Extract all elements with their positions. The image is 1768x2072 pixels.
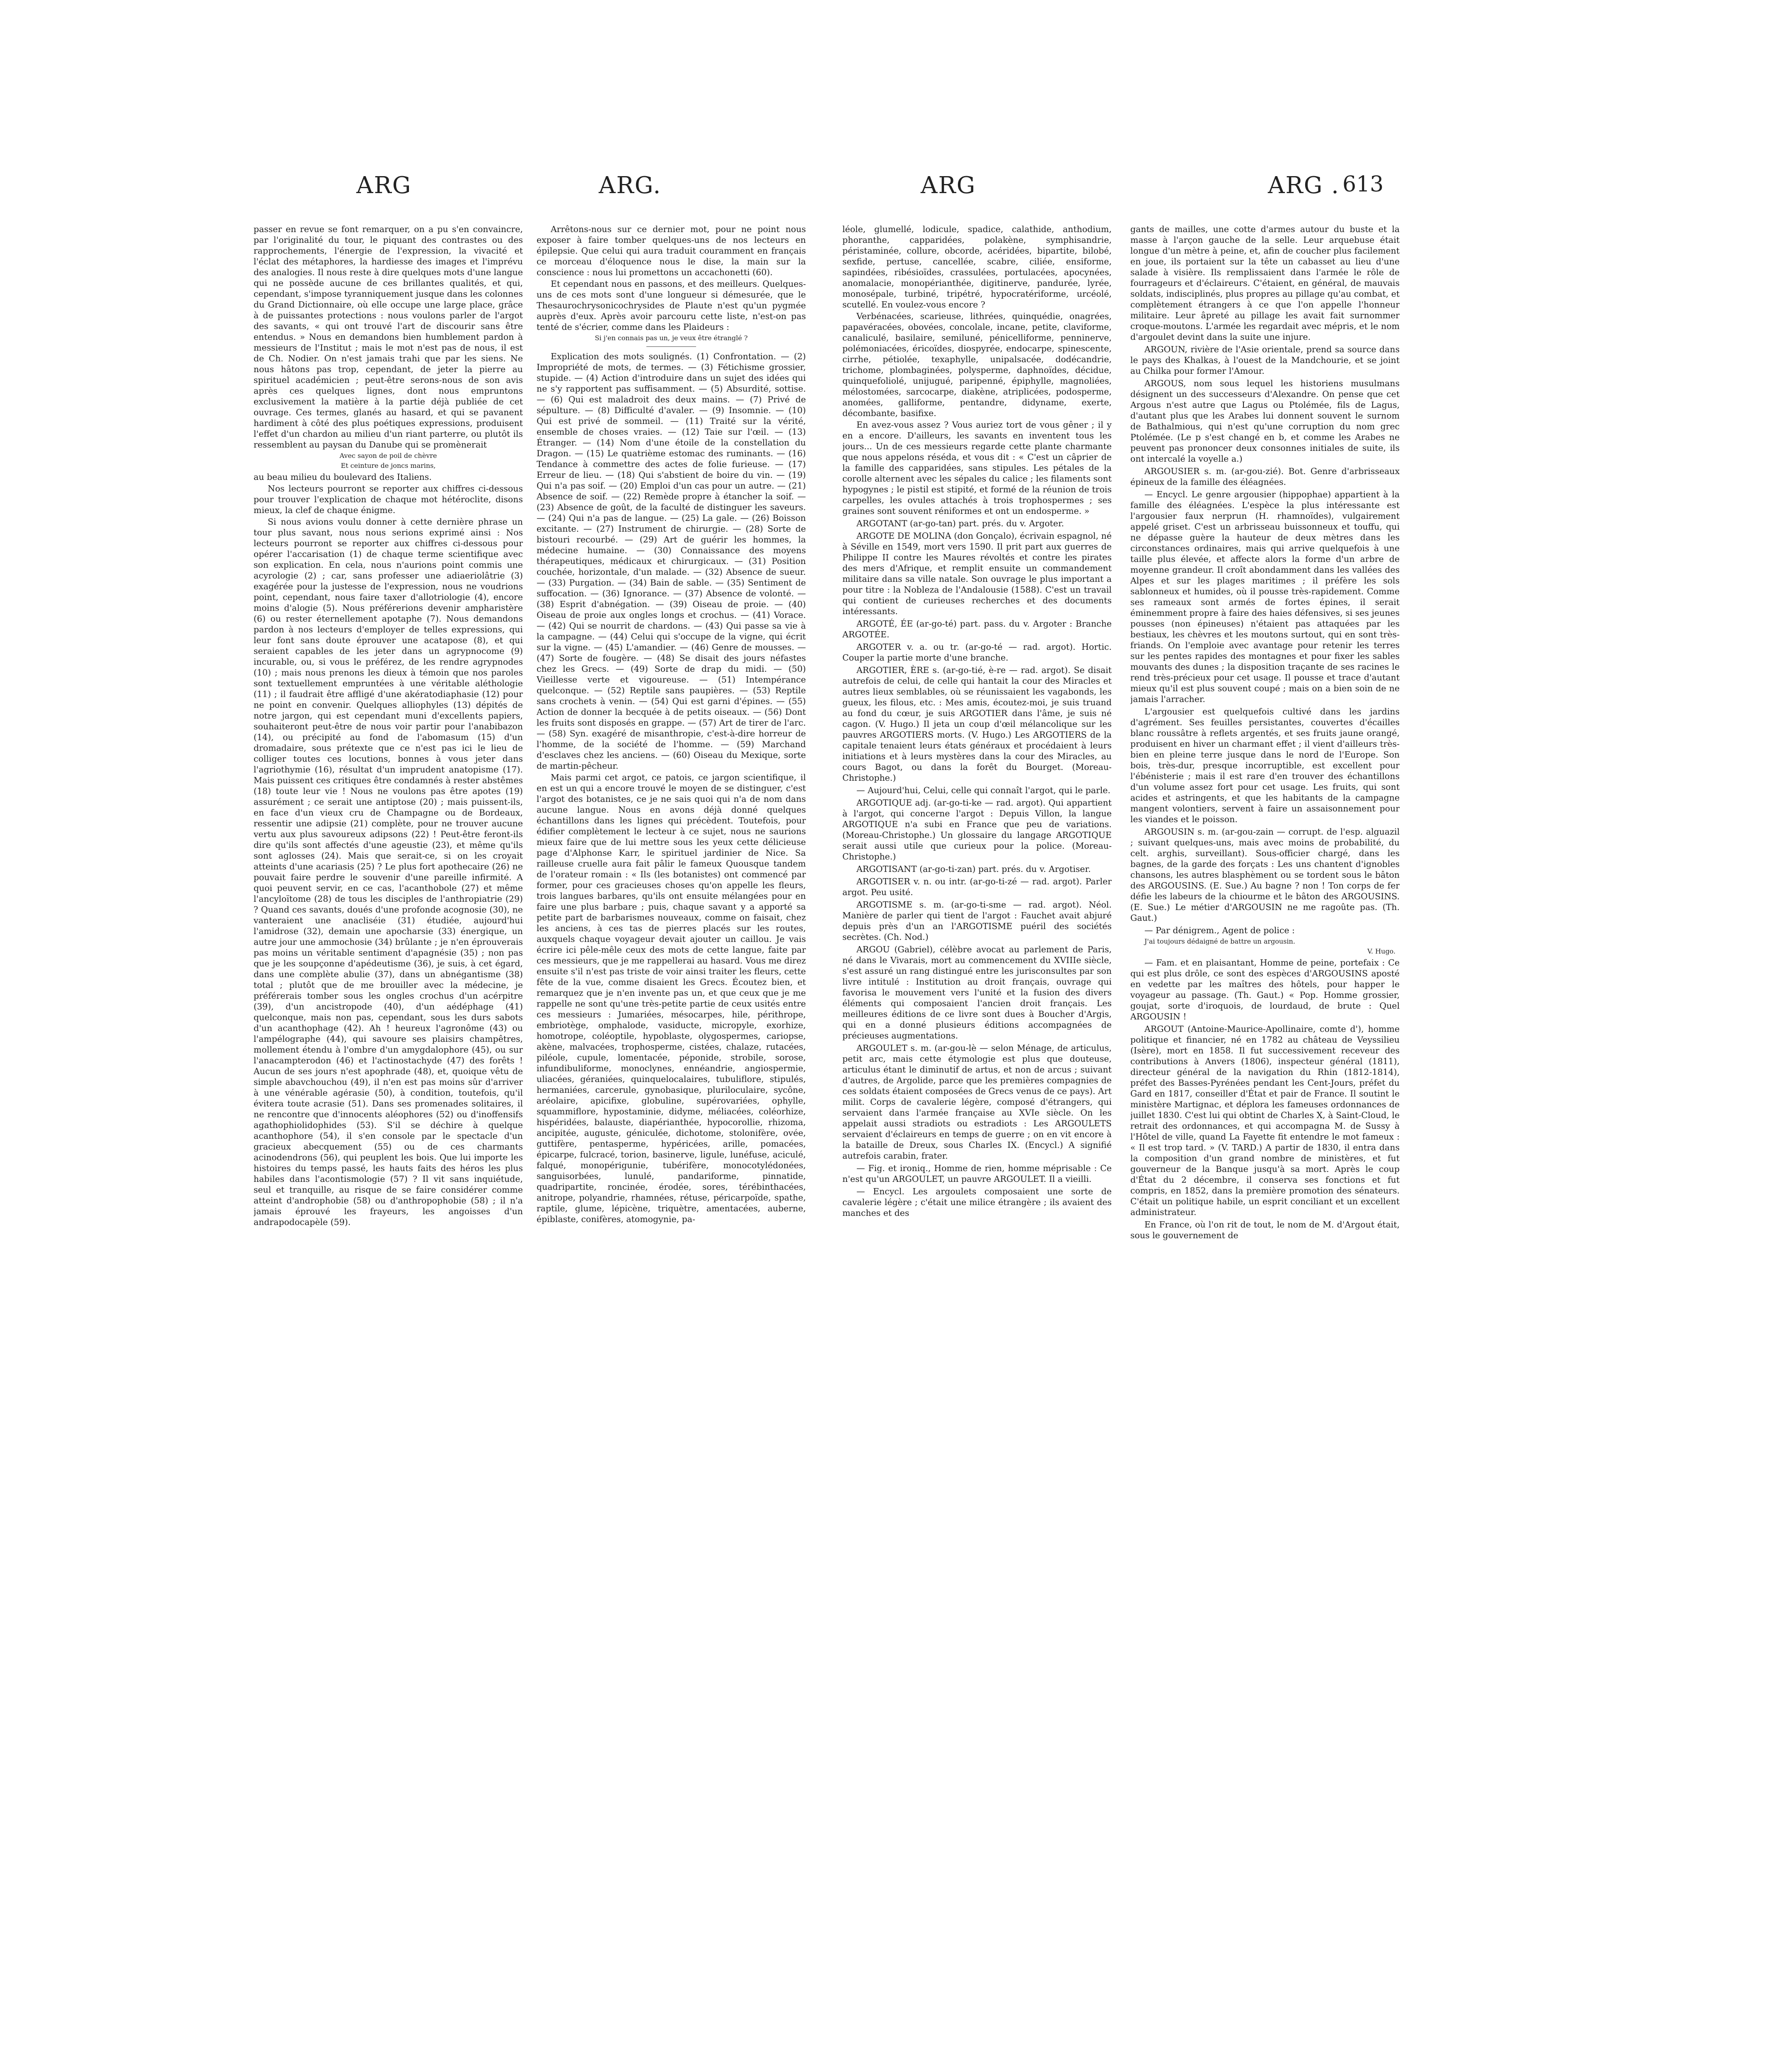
dictionary-entry: ARGOULET s. m. (ar-gou-lè — selon Ménage, de articulus, petit arc, mais cette étymologie est plus que douteuse, articulus étant le diminutif de artus, et non de arcus ; suivant d'autres, de Argolide, parce que les premières compagnies de ces soldats étaient composées de Grecs venus de ce pays). Art milit. Corps de cavalerie légère, composé d'étrangers, qui servaient dans l'armée française au XVIe siècle. On les appelait aussi stradiots ou estradiots : Les ARGOULETS servaient d'éclaireurs en temps de guerre ; on en vit encore à la bataille de Dreux, sous Charles IX. (Encycl.) A signifié autrefois carabin, frater.: [842, 1043, 1112, 1161]
paragraph: Et cependant nous en passons, et des meilleurs. Quelques-uns de ces mots sont d'une longueur si démesurée, que le Thesaurochrysonicochrysides de Plaute n'est qu'un pygmée auprès d'eux. Après avoir parcouru cette liste, n'est-on pas tenté de s'écrier, comme dans les Plaideurs :: [537, 279, 806, 332]
running-head-col4: ARG .: [1268, 172, 1340, 199]
dictionary-entry: ARGOTÉ, ÉE (ar-go-té) part. pass. du v. Argoter : Branche ARGOTÉE.: [842, 619, 1112, 639]
dictionary-entry: ARGOTIQUE adj. (ar-go-ti-ke — rad. argot). Qui appartient à l'argot, qui concerne l'argot : Depuis Villon, la langue ARGOTIQUE n'a subi en France que peu de variations. (Moreau-Christophe.) Un glossaire du langage ARGOTIQUE serait aussi utile que curieux pour la police. (Moreau-Christophe.): [842, 798, 1112, 862]
dictionary-entry: ARGOTISANT (ar-go-ti-zan) part. prés. du v. Argotiser.: [856, 864, 1091, 874]
running-head-col2: ARG.: [599, 172, 662, 199]
running-header: [0, 172, 1768, 205]
dictionary-entry: En France, où l'on rit de tout, le nom de M. d'Argout était, sous le gouvernement de: [1130, 1220, 1400, 1240]
paragraph: léole, glumellé, lodicule, spadice, calathide, anthodium, phoranthe, capparidées, polakène, symphisandrie, péristaminée, collure, obcorde, acéridées, bipartite, bilobé, sexfide, pertuse, cancellée, scabre, ciliée, ensiforme, sapindées, ribésioïdes, crassulées, portulacées, apocynées, anomalacie, monopérianthée, digitinerve, pandurée, lyrée, monosépale, turbiné, tripétré, hypocratériforme, urcéolé, scutellé. En voulez-vous encore ?: [842, 224, 1112, 310]
quotation-source: V. Hugo.: [1367, 947, 1396, 955]
dictionary-entry: — Fam. et en plaisantant, Homme de peine, portefaix : Ce qui est plus drôle, ce sont des espèces d'ARGOUSINS aposté en vedette par les maîtres des hôtels, pour happer le voyageur au passage. (Th. Gaut.) « Pop. Homme grossier, goujat, sorte d'iroquois, de lourdaud, de brute : Quel ARGOUSIN !: [1130, 958, 1400, 1021]
dictionary-entry: ARGOTANT (ar-go-tan) part. prés. du v. Argoter.: [856, 518, 1064, 528]
verse-line: Et ceinture de joncs marins,: [341, 462, 436, 470]
column-4: [1130, 224, 1400, 2072]
running-head-col1: ARG: [356, 172, 412, 199]
paragraph: En avez-vous assez ? Vous auriez tort de vous gêner ; il y en a encore. D'ailleurs, les savants en inventent tous les jours... Un de ces messieurs regarde cette plante charmante que nous appelons réséda, et vous dit : « C'est un câprier de la famille des capparidées, sans stipules. Les pétales de la corolle alternent avec les sépales du calice ; les filaments sont hypogynes ; le pistil est stipité, et formé de la réunion de trois carpelles, les ovules attachés à trois trophospermes ; ses graines sont souvent réniformes et ont un endosperme. »: [842, 420, 1112, 516]
paragraph: Mais parmi cet argot, ce patois, ce jargon scientifique, il en est un qui a encore trouvé le moyen de se distinguer, c'est l'argot des botanistes, ce je ne sais quoi qui n'a de nom dans aucune langue. Nous en avons déjà donné quelques échantillons dans les lignes qui précèdent. Toutefois, pour édifier complètement le lecteur à ce sujet, nous ne saurions mieux faire que de lui mettre sous les yeux cette délicieuse page d'Alphonse Karr, le spirituel jardinier de Nice. Sa railleuse cruelle aura fait pâlir le fameux Quousque tandem de l'orateur romain : « Ils (les botanistes) ont commencé par former, pour ces gracieuses choses qu'on appelle les fleurs, trois langues barbares, qu'ils ont ensuite mélangées pour en faire une plus barbare ; puis, chaque savant y a apporté sa petite part de barbarismes nouveaux, comme on faisait, chez les anciens, à ces tas de pierres placés sur les routes, auxquels chaque voyageur devait ajouter un caillou. Je vais écrire ici pêle-mêle ceux des mots de cette langue, faite par ces messieurs, que je me rappellerai au hasard. Vous me direz ensuite s'il n'est pas triste de voir ainsi traiter les fleurs, cette fête de la vue, comme disaient les Grecs. Écoutez bien, et remarquez que je n'en invente pas un, et que ceux que je me rappelle ne sont qu'une très-petite partie de ceux usités entre ces messieurs : Jumariées, mésocarpes, hile, périthrope, embriotège, omphalode, vasiducte, micropyle, exorhize, homotrope, coléoptile, hypoblaste, olygospermes, cariopse, akène, malvacées, trophosperme, cistées, chalaze, rutacées, piléole, cupule, lomentacée, péponide, strobile, sorose, infundibuliforme, monoclynes, ennéandrie, angiospermie, uliacées, géraniées, quinquelocalaires, tubuliflore, stipulés, hermaniées, carcerule, gynobasique, pluriloculaire, sycône, aréolaire, apicifixe, globuline, supérovariées, ophylle, squammiflore, hypostaminie, didyme, méliacées, coléorhize, hispéridées, balauste, diapérianthée, hypocorollie, rhizoma, ancipitée, auguste, géniculée, dichotome, stolonifère, ovée, guttifère, pentasperme, hypéricées, arille, pomacées, épicarpe, fulcracé, torion, basinerve, ligule, lunéfuse, aciculé, falqué, monopérigunie, tubérifère, monocotylédonées, sanguisorbées, lunulé, pandariforme, pinnatide, quadripartite, roncinée, érodée, sores, térébinthacées, anitrope, polyandrie, rhamnées, rétuse, péricarpoïde, spathe, raptile, glume, lépicène, triquètre, amentacées, auberne, épiblaste, conifères, atomogynie, pa-: [537, 772, 806, 1224]
dictionary-entry: ARGOUSIN s. m. (ar-gou-zain — corrupt. de l'esp. alguazil ; suivant quelques-uns, mais avec moins de probabilité, du celt. arghis, surveillant). Sous-officier chargé, dans les bagnes, de la garde des forçats : Les uns chantent d'ignobles chansons, les autres blasphèment ou se tordent sous le bâton des ARGOUSINS. (E. Sue.) Au bagne ? non ! Ton corps de fer défie les labeurs de la chiourme et le bâton des ARGOUSINS. (E. Sue.) Le métier d'ARGOUSIN ne me ragoûte pas. (Th. Gaut.): [1130, 827, 1400, 923]
dictionary-entry: ARGOTIER, ÈRE s. (ar-go-tié, è-re — rad. argot). Se disait autrefois de celui, de celle qui hantait la cour des Miracles et autres lieux semblables, où se réunissaient les vagabonds, les gueux, les filous, etc. : Mes amis, écoutez-moi, je suis truand au fond du cœur, je suis ARGOTIER dans l'âme, je suis né cagon. (V. Hugo.) Il jeta un coup d'œil mélancolique sur les pauvres ARGOTIERS morts. (V. Hugo.) Les ARGOTIERS de la capitale tenaient leurs états généraux et procédaient à leurs initiations et à leurs mystères dans la cour des Miracles, au cours Bagot, ou dans la forêt du Bourget. (Moreau-Christophe.): [842, 665, 1112, 783]
dictionary-entry: L'argousier est quelquefois cultivé dans les jardins d'agrément. Ses feuilles persistantes, couvertes d'écailles blanc roussâtre à reflets argentés, et ses fruits jaune orangé, produisent en hiver un charmant effet ; il vient d'ailleurs très-bien en pleine terre jusque dans le nord de l'Europe. Son bois, très-dur, presque incorruptible, est excellent pour l'ébénisterie ; mais il est rare d'en trouver des échantillons d'un volume assez fort pour cet usage. Les fruits, qui sont acides et astringents, et que les habitants de la campagne mangent volontiers, servent à faire un assaisonnement pour les viandes et le poisson.: [1130, 707, 1400, 824]
verse-line: Avec sayon de poil de chèvre: [339, 452, 437, 460]
paragraph: passer en revue se font remarquer, on a pu s'en convaincre, par l'originalité du tour, le piquant des contrastes ou des rapprochements, l'énergie de l'expression, la vivacité et l'éclat des métaphores, la hardiesse des images et l'imprévu des analogies. Il nous reste à dire quelques mots d'une langue qui ne possède aucune de ces brillantes qualités, et qui, cependant, s'impose tyranniquement jusque dans les colonnes du Grand Dictionnaire, où elle occupe une large place, grâce à de puissantes protections : nous voulons parler de l'argot des savants, « qui ont trouvé l'art de discourir sans être entendus. » Nous en demandons bien humblement pardon à messieurs de l'Institut ; mais le mot n'est pas de nous, il est de Ch. Nodier. On n'est jamais trahi que par les siens. Ne nous hâtons pas trop, cependant, de jeter la pierre au spirituel académicien ; peut-être serons-nous de son avis après ces quelques lignes, dont nous empruntons exclusivement la matière à la partie déjà publiée de cet ouvrage. Ces termes, glanés au hasard, et qui se pavanent hardiment à côté des plus poétiques expressions, produisent l'effet d'un chardon au milieu d'un riant parterre, ou plutôt ils ressemblent au paysan du Danube qui se promènerait: [254, 224, 523, 450]
paragraph: Nos lecteurs pourront se reporter aux chiffres ci-dessous pour trouver l'explication de chaque mot hétéroclite, disons mieux, la clef de chaque énigme.: [254, 484, 523, 515]
quotation: Si j'en connais pas un, je veux être étranglé ?: [595, 334, 748, 342]
page-number: 613: [1342, 172, 1384, 197]
dictionary-entry: — Encycl. Les argoulets composaient une sorte de cavalerie légère ; c'était une milice étrangère ; ils avaient des manches et des: [842, 1186, 1112, 1218]
glossary-explanations: Explication des mots soulignés. (1) Confrontation. — (2) Impropriété de mots, de termes. — (3) Fétichisme grossier, stupide. — (4) Action d'introduire dans un sujet des idées qui ne s'y rapportent pas suffisamment. — (5) Absurdité, sottise. — (6) Qui est maladroit des deux mains. — (7) Privé de sépulture. — (8) Difficulté d'avaler. — (9) Insomnie. — (10) Qui est privé de sommeil. — (11) Traité sur la vérité, ensemble de choses vraies. — (12) Taie sur l'œil. — (13) Étranger. — (14) Nom d'une étoile de la constellation du Dragon. — (15) Le quatrième estomac des ruminants. — (16) Tendance à commettre des actes de folie furieuse. — (17) Erreur de lieu. — (18) Qui s'abstient de boire du vin. — (19) Qui n'a pas soif. — (20) Emploi d'un cas pour un autre. — (21) Absence de soif. — (22) Remède propre à étancher la soif. — (23) Absence de goût, de la faculté de distinguer les saveurs. — (24) Qui n'a pas de langue. — (25) La gale. — (26) Boisson excitante. — (27) Instrument de chirurgie. — (28) Sorte de bistouri recourbé. — (29) Art de guérir les hommes, la médecine humaine. — (30) Connaissance des moyens thérapeutiques, médicaux et chirurgicaux. — (31) Position couchée, horizontale, d'un malade. — (32) Absence de sueur. — (33) Purgation. — (34) Bain de sable. — (35) Sentiment de suffocation. — (36) Ignorance. — (37) Absence de volonté. — (38) Esprit d'abnégation. — (39) Oiseau de proie. — (40) Oiseau de proie aux ongles longs et crochus. — (41) Vorace. — (42) Qui se nourrit de chardons. — (43) Qui passe sa vie à la campagne. — (44) Celui qui s'occupe de la vigne, qui écrit sur la vigne. — (45) L'amandier. — (46) Genre de mousses. — (47) Sorte de fougère. — (48) Se disait des jours néfastes chez les Grecs. — (49) Sorte de drap du midi. — (50) Vieillesse verte et vigoureuse. — (51) Intempérance quelconque. — (52) Reptile sans paupières. — (53) Reptile sans crochets à venin. — (54) Qui est garni d'épines. — (55) Action de donner la becquée à de petits oiseaux. — (56) Dont les fruits sont disposés en grappe. — (57) Art de tirer de l'arc. — (58) Syn. exagéré de misanthropie, c'est-à-dire horreur de l'homme, de la société de l'homme. — (59) Marchand d'esclaves chez les anciens. — (60) Oiseau du Mexique, sorte de martin-pêcheur.: [537, 351, 806, 771]
dictionary-entry: — Encycl. Le genre argousier (hippophae) appartient à la famille des éléagnées. L'espèce la plus intéressante est l'argousier faux nerprun (H. rhamnoïdes), vulgairement appelé griset. C'est un arbrisseau buissonneux et touffu, qui ne dépasse guère la hauteur de deux mètres dans les circonstances ordinaires, mais qui arrive quelquefois à une taille plus élevée, et affecte alors la forme d'un arbre de moyenne grandeur. Il croît abondamment dans les vallées des Alpes et sur les plages maritimes ; il préfère les sols sablonneux et humides, où il pousse très-rapidement. Comme ses rameaux sont armés de fortes épines, il serait éminemment propre à faire des haies défensives, si ses jeunes pousses (non épineuses) n'étaient pas attaquées par les bestiaux, les chèvres et les moutons surtout, qui en sont très-friands. On l'emploie avec avantage pour retenir les terres sur les pentes rapides des montagnes et pour fixer les sables mouvants des dunes ; la disposition traçante de ses racines le rend très-précieux pour cet usage. Il pousse et trace d'autant mieux qu'il est plus souvent coupé ; mais on a bien soin de ne jamais l'arracher.: [1130, 489, 1400, 704]
column-3: [842, 224, 1112, 2072]
divider: [646, 346, 696, 347]
dictionary-entry: — Aujourd'hui, Celui, celle qui connaît l'argot, qui le parle.: [856, 785, 1111, 795]
column-2: [537, 224, 806, 2072]
quotation: J'ai toujours dédaigné de battre un argousin.: [1144, 937, 1295, 945]
column-1: [254, 224, 523, 2072]
dictionary-entry: ARGOUN, rivière de l'Asie orientale, prend sa source dans le pays des Khalkas, à l'ouest de la Mandchourie, et se joint au Chilka pour former l'Amour.: [1130, 344, 1400, 376]
dictionary-entry: ARGOTE DE MOLINA (don Gonçalo), écrivain espagnol, né à Séville en 1549, mort vers 1590. Il prit part aux guerres de Philippe II contre les Maures révoltés et contre les pirates des mers d'Afrique, et remplit ensuite un commandement militaire dans sa ville natale. Son ouvrage le plus important a pour titre : la Nobleza de l'Andalousie (1588). C'est un travail qui contient de curieuses recherches et des documents intéressants.: [842, 531, 1112, 616]
dictionary-entry: ARGOU (Gabriel), célèbre avocat au parlement de Paris, né dans le Vivarais, mort au commencement du XVIIIe siècle, s'est assuré un rang distingué entre les jurisconsultes par son livre intitulé : Institution au droit français, ouvrage qui favorisa le mouvement vers l'unité et la fusion des divers éléments qui composaient l'ancien droit français. Les meilleures éditions de ce livre sont dues à Boucher d'Argis, qui en a donné plusieurs éditions accompagnées de précieuses augmentations.: [842, 944, 1112, 1041]
dictionary-entry: ARGOUS, nom sous lequel les historiens musulmans désignent un des successeurs d'Alexandre. On pense que cet Argous n'est autre que Lagus ou Ptolémée, fils de Lagus, d'autant plus que les Arabes lui donnent souvent le surnom de Bathalmious, qui n'est qu'une corruption du nom grec Ptolémée. (Le p s'est changé en b, et comme les Arabes ne peuvent pas prononcer deux consonnes initiales de suite, ils ont intercalé la voyelle a.): [1130, 378, 1400, 464]
dictionary-entry: ARGOTISME s. m. (ar-go-ti-sme — rad. argot). Néol. Manière de parler qui tient de l'argot : Fauchet avait abjuré depuis près d'un an l'ARGOTISME puéril des sociétés secrètes. (Ch. Nod.): [842, 900, 1112, 942]
paragraph: gants de mailles, une cotte d'armes autour du buste et la masse à l'arçon gauche de la selle. Leur arquebuse était longue d'un mètre à peine, et, afin de coucher plus facilement en joue, ils portaient sur la tête un cabasset au lieu d'une salade à visière. Ils remplissaient dans l'armée le rôle de fourrageurs et d'éclaireurs. C'étaient, en général, de mauvais soldats, indisciplinés, plus propres au pillage qu'au combat, et complètement étrangers à ce que l'on appelle l'honneur militaire. Leur âpreté au pillage les avait fait surnommer croque-moutons. L'armée les regardait avec mépris, et le nom d'argoulet devint dans la suite une injure.: [1130, 224, 1400, 342]
dictionary-entry: ARGOTER v. a. ou tr. (ar-go-té — rad. argot). Hortic. Couper la partie morte d'une branche.: [842, 642, 1112, 663]
dictionary-entry: ARGOTISER v. n. ou intr. (ar-go-ti-zé — rad. argot). Parler argot. Peu usité.: [842, 876, 1112, 897]
paragraph: au beau milieu du boulevard des Italiens.: [254, 472, 432, 482]
dictionary-entry: ARGOUSIER s. m. (ar-gou-zié). Bot. Genre d'arbrisseaux épineux de la famille des éléagnées.: [1130, 466, 1400, 487]
dictionary-entry: — Par dénigrem., Agent de police :: [1144, 925, 1295, 935]
dictionary-entry: ARGOUT (Antoine-Maurice-Apollinaire, comte d'), homme politique et financier, né en 1782 au château de Veyssilieu (Isère), mort en 1858. Il fut successivement receveur des contributions à Anvers (1806), inspecteur général (1811), directeur général de la navigation du Rhin (1812-1814), préfet des Basses-Pyrénées pendant les Cent-Jours, préfet du Gard en 1817, conseiller d'État et pair de France. Il soutint le ministère Martignac, et déplora les fameuses ordonnances de juillet 1830. C'est lui qui obtint de Charles X, à Saint-Cloud, le retrait des ordonnances, et qui accompagna M. de Sussy à l'Hôtel de ville, quand La Fayette fit entendre le mot fameux : « Il est trop tard. » (V. TARD.) A partir de 1830, il entra dans la composition d'un grand nombre de ministères, et fut gouverneur de la Banque jusqu'à sa mort. Après le coup d'État du 2 décembre, il conserva ses fonctions et fut compris, en 1852, dans la première promotion des sénateurs. C'était un politique habile, un esprit conciliant et un excellent administrateur.: [1130, 1024, 1400, 1217]
running-head-col3: ARG: [921, 172, 976, 199]
dictionary-entry: — Fig. et ironiq., Homme de rien, homme méprisable : Ce n'est qu'un ARGOULET, un pauvre ARGOULET. Il a vieilli.: [842, 1163, 1112, 1184]
paragraph: Arrêtons-nous sur ce dernier mot, pour ne point nous exposer à faire tomber quelques-uns de nos lecteurs en épilepsie. Que celui qui aura traduit couramment en français ce morceau d'éloquence nous le dise, la main sur la conscience : nous lui promettons un accachonetti (60).: [537, 224, 806, 277]
paragraph: Verbénacées, scarieuse, lithrées, quinquédie, onagrées, papavéracées, obovées, concolale, incane, petite, claviforme, canaliculé, basilaire, semiluné, pénicelliforme, penninerve, polémoniacées, éricoïdes, diospyrée, endocarpe, spinescente, cirrhe, pétiolée, texaphylle, unipalsacée, dodécandrie, trichome, plombaginées, polysperme, daphnoïdes, décidue, quinquefoliolé, unijugué, paripenné, épiphylle, magnoliées, mélostomées, sarcocarpe, diakène, atriplicées, podosperme, anomées, galliforme, pentandre, didyname, exerte, décombante, basifixe.: [842, 311, 1112, 418]
paragraph: Si nous avions voulu donner à cette dernière phrase un tour plus savant, nous nous serions exprimé ainsi : Nos lecteurs pourront se reporter aux chiffres ci-dessous pour opérer l'accarisation (1) de chaque terme scientifique avec son explication. En cela, nous n'aurions point commis une acyrologie (2) ; car, sans professer une adiaeriolâtrie (3) exagérée pour la justesse de l'expression, nous ne voudrions point, cependant, nous faire taxer d'allotriologie (4), encore moins d'alogie (5). Nous préférerions devenir ampharistère (6) ou rester éternellement apotaphe (7). Nous demandons pardon à nos lecteurs d'employer de telles expressions, qui leur font sans doute éprouver une acatapose (8), et qui seraient capables de les jeter dans un agrypnocome (9) incurable, ou, si vous le préférez, de les rendre agrypnodes (10) ; mais nous prenons les dieux à témoin que nos paroles sont textuellement empruntées à une véritable aléthologie (11) ; il faudrait être affligé d'une akératodiaphasie (12) pour ne point en convenir. Quelques alliophyles (13) dépités de notre jargon, qui est cependant muni d'excellents papiers, souhaiteront peut-être de nous voir partir pour l'anabibazon (14), ou précipité au fond de l'abomasum (15) d'un dromadaire, sous prétexte que ce n'est pas ici le lieu de colliger toutes ces locutions, bonnes à vous jeter dans l'agriothymie (16), résultat d'un imprudent anatopisme (17). Mais puissent ces critiques être condamnés à rester abstêmes (18) toute leur vie ! Nous ne voulons pas être apotes (19) assurément ; ce serait une antiptose (20) ; mais puissent-ils, en face d'un vieux cru de Champagne ou de Bordeaux, ressentir une adipsie (21) complète, pour ne trouver aucune vertu aux plus savoureux adipsons (22) ! Peut-être feront-ils dire qu'ils sont affectés d'une ageustie (23), et même qu'ils sont aglosses (24). Mais que serait-ce, si on les croyait atteints d'une acariasis (25) ? Le plus fort apothecaire (26) ne pouvait faire perdre le souvenir d'une pareille infirmité. A quoi peuvent servir, en ce cas, l'acanthobole (27) et même l'ancyloïtome (28) de tous les disciples de l'anthropiatrie (29) ? Quand ces savants, doués d'une profonde acognosie (30), ne vanteraient une anacliséie (31) étudiée, aujourd'hui l'amidrose (32), demain une apocharsie (33) énergique, un autre jour une ammochosie (34) brûlante ; je n'en éprouverais pas moins un véritable sentiment d'apagnésie (35) ; non pas que je les soupçonne d'apédeutisme (36), je suis, à cet égard, dans une complète abulie (37), dans un abnégantisme (38) total ; plutôt que de me brouiller avec la médecine, je préférerais tomber sous les ongles crochus d'un acérpitre (39), d'un ancistropode (40), d'un aédéphage (41) quelconque, mais non pas, cependant, sous les durs sabots d'un acanthophage (42). Ah ! heureux l'agronôme (43) ou l'ampélographe (44), qui savoure ses plaisirs champêtres, mollement étendu à l'ombre d'un amygdalophore (45), ou sur l'anacampterodon (46) et l'actinostachyde (47) des forêts ! Aucun de ses jours n'est apophrade (48), et, quoique vêtu de simple abavchouchou (49), il n'en est pas moins sûr d'arriver à une vénérable agérasie (50), à condition, toutefois, qu'il évitera toute acrasie (51). Dans ses promenades solitaires, il ne rencontre que d'innocents aléophores (52) ou d'inoffensifs agathophiolidophides (53). S'il se déchire à quelque acanthophore (54), il s'en console par le spectacle d'un gracieux abecquement (55) ou de ces charmants acinodendrons (56), qui peuplent les bois. Que lui importe les histoires du temps passé, les hauts faits des héros les plus habiles dans l'acontismologie (57) ? Il vit sans inquiétude, seul et tranquille, au risque de se faire considérer comme atteint d'androphobie (58) ou d'anthropophobie (58) ; il n'a jamais éprouvé les frayeurs, les angoisses d'un andrapodocapèle (59).: [254, 517, 523, 1227]
